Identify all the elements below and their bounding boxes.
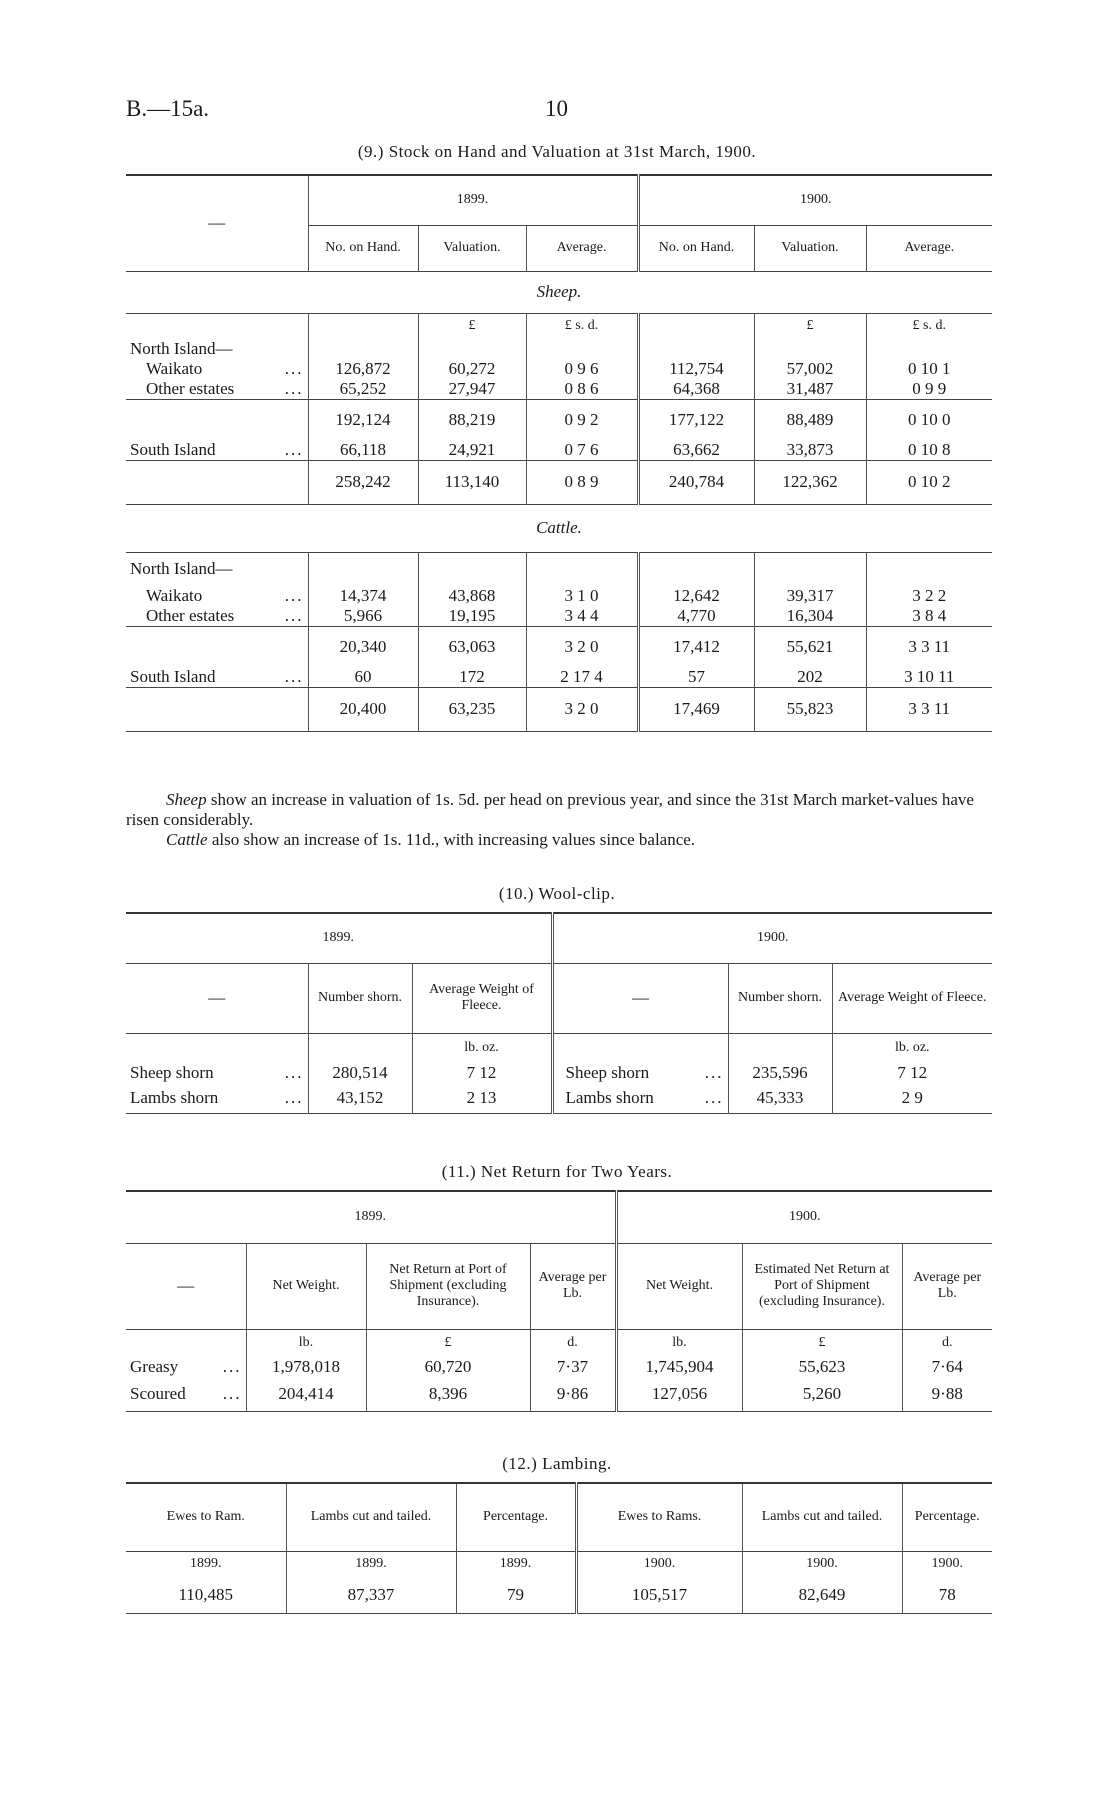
table-row: South Island ... 66,118 24,921 0 7 6 63,662 33,873 0 10 8 (126, 440, 992, 461)
col-average: Average. (526, 225, 638, 271)
table-row: 110,485 87,337 79 105,517 82,649 78 (126, 1577, 992, 1613)
table-row: Sheep shorn ... 280,514 7 12 Sheep shorn ... 235,596 7 12 (126, 1063, 992, 1083)
document-reference: B.—15a. (126, 96, 210, 121)
cattle-section-heading: Cattle. (536, 518, 582, 537)
col-percentage: Percentage. (902, 1483, 992, 1551)
year-1900-header: 1900. (616, 1191, 992, 1243)
lambing-table: Ewes to Ram. Lambs cut and tailed. Percentage. Ewes to Rams. Lambs cut and tailed. Percentage. 1899. 1899. 1899. 1900. 1900. 1900. 110,485 87,337 79 105,517 82,649 78 (126, 1482, 992, 1614)
stock-table (126, 174, 992, 732)
table-12-title: (12.) Lambing. (502, 1454, 612, 1473)
col-number-shorn: Number shorn. (308, 963, 412, 1033)
year-1899-header: 1899. (354, 1209, 386, 1225)
table-10-title: (10.) Wool-clip. (498, 884, 616, 903)
unit-pound: £ (754, 313, 866, 339)
table-row: South Island ... 60 172 2 17 4 57 202 3 10 11 (126, 667, 992, 688)
north-island-label: North Island— (130, 559, 233, 579)
table-9-title: (9.) Stock on Hand and Valuation at 31st March, 1900. (357, 142, 757, 161)
row-label: Other estates (146, 379, 235, 398)
table-row: 20,340 63,063 3 2 0 17,412 55,621 3 3 11 (126, 627, 992, 667)
row-label: South Island (130, 666, 216, 686)
col-avg-weight: Average Weight of Fleece. (412, 963, 552, 1033)
col-average-per-lb: Average per Lb. (902, 1243, 992, 1329)
table-11-title: (11.) Net Return for Two Years. (441, 1162, 673, 1181)
col-ewes-to-ram: Ewes to Ram. (166, 1509, 245, 1525)
table-row: Waikato ... 126,872 60,272 0 9 6 112,754 57,002 0 10 1 (126, 359, 992, 379)
sheep-section-heading: Sheep. (536, 282, 582, 301)
row-label: Waikato (146, 586, 203, 605)
table-row: Scoured ... 204,414 8,396 9·86 127,056 5,260 9·88 (126, 1377, 992, 1411)
row-label: Waikato (146, 359, 203, 378)
table-row: Lambs shorn ... 43,152 2 13 Lambs shorn ... 45,333 2 9 (126, 1083, 992, 1113)
table-row: Other estates ... 65,252 27,947 0 8 6 64,368 31,487 0 9 9 (126, 379, 992, 400)
net-return-table: 1899. 1900. — Net Weight. Net Return at Port of Shipment (excluding Insurance). Average per Lb. Net Weight. Estimated Net Return at Port of Shipment (excluding Insurance). Average per Lb. lb. £ d. lb. £ d. Greasy ... 1,978,018 60,720 7·37 1,745,904 55,623 7·64 Scoured ... 204,414 8,396 9·86 127,056 5,260 9·88 (126, 1190, 992, 1412)
year-1899-header: 1899. (308, 175, 638, 225)
year-1900-header: 1900. (552, 913, 992, 963)
col-number-shorn: Number shorn. (728, 963, 832, 1033)
unit-lsd: £ s. d. (526, 313, 638, 339)
col-valuation: Valuation. (418, 225, 526, 271)
col-no-on-hand: No. on Hand. (308, 225, 418, 271)
unit-lb-oz: lb. oz. (412, 1033, 552, 1063)
unit-lb-oz: lb. oz. (832, 1033, 992, 1063)
col-avg-weight: Average Weight of Fleece. (832, 963, 992, 1033)
notes-paragraph: Sheep show an increase in valuation of 1s. 5d. per head on previous year, and since the 31st March market-values have risen considerably. Cattle also show an increase of 1s. 11d., with increasing values since balance. (126, 790, 974, 849)
col-estimated-net-return: Estimated Net Return at Port of Shipment (excluding Insurance). (742, 1243, 902, 1329)
col-net-weight: Net Weight. (246, 1243, 366, 1329)
col-average: Average. (866, 225, 992, 271)
col-lambs-cut-tailed: Lambs cut and tailed. (742, 1483, 902, 1551)
page-number: 10 (545, 96, 568, 121)
row-label: South Island (130, 439, 216, 459)
row-label: Other estates (146, 606, 235, 625)
col-net-return: Net Return at Port of Shipment (excluding Insurance). (366, 1243, 530, 1329)
col-lambs-cut-tailed: Lambs cut and tailed. (286, 1483, 456, 1551)
unit-lsd: £ s. d. (866, 313, 992, 339)
col-valuation: Valuation. (754, 225, 866, 271)
table-row: Other estates ... 5,966 19,195 3 4 4 4,770 16,304 3 8 4 (126, 606, 992, 627)
empty-header-dash: — (208, 213, 226, 233)
col-ewes-to-rams: Ewes to Rams. (576, 1483, 742, 1551)
unit-pound: £ (418, 313, 526, 339)
col-average-per-lb: Average per Lb. (530, 1243, 616, 1329)
year-1900-header: 1900. (638, 175, 992, 225)
north-island-label: North Island— (130, 339, 233, 358)
table-row: Waikato ... 14,374 43,868 3 1 0 12,642 39,317 3 2 2 (126, 586, 992, 606)
col-net-weight: Net Weight. (616, 1243, 742, 1329)
table-row: 192,124 88,219 0 9 2 177,122 88,489 0 10 0 (126, 400, 992, 440)
year-1899-header: 1899. (322, 930, 354, 946)
total-row: 258,242 113,140 0 8 9 240,784 122,362 0 10 2 (126, 460, 992, 504)
total-row: 20,400 63,235 3 2 0 17,469 55,823 3 3 11 (126, 687, 992, 731)
col-no-on-hand: No. on Hand. (638, 225, 754, 271)
wool-clip-table: 1899. 1900. — Number shorn. Average Weight of Fleece. — Number shorn. Average Weight of Fleece. lb. oz. lb. oz. Sheep shorn ... 280,514 7 12 Sheep shorn ... 235,596 7 12 Lambs shorn ... 43,152 2 13 Lambs shorn ... 45,333 2 9 (126, 912, 992, 1114)
col-percentage: Percentage. (456, 1483, 576, 1551)
table-row: Greasy ... 1,978,018 60,720 7·37 1,745,904 55,623 7·64 (126, 1357, 992, 1377)
